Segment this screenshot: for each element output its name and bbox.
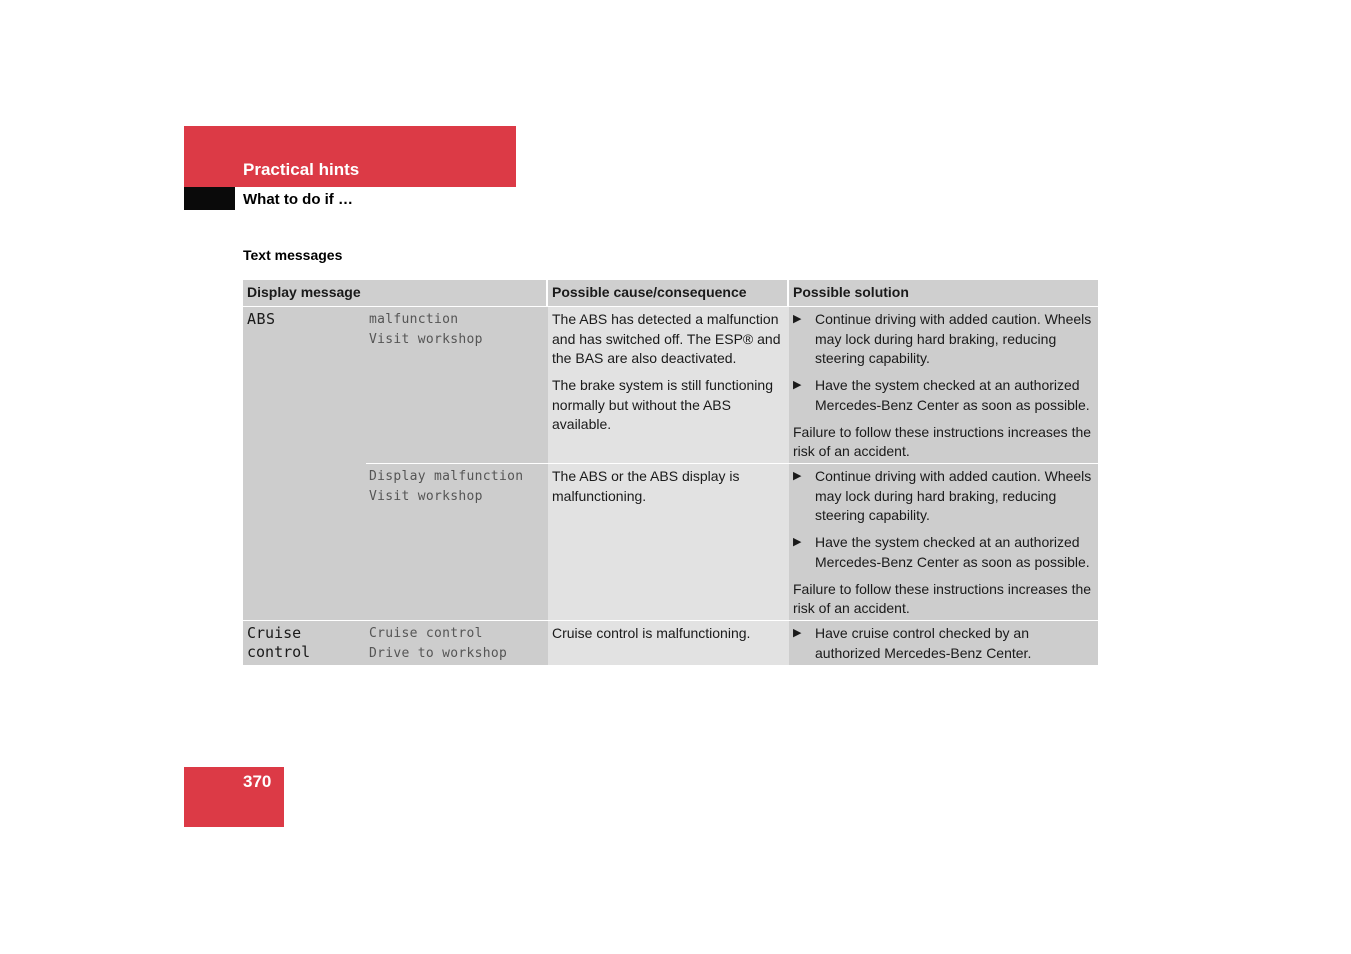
cause-cell: The ABS or the ABS display is malfunctioning. [548,464,789,620]
subsection-title: What to do if … [243,191,353,208]
table-row [366,307,1098,463]
table-header-row [243,280,1098,306]
list-item: ▶ Have the system checked at an authorized Mercedes-Benz Center as soon as possible. [793,533,1094,572]
list-item: ▶ Continue driving with added caution. Wheels may lock during hard braking, reducing steering capability. [793,467,1094,526]
list-item: ▶ Have the system checked at an authorized Mercedes-Benz Center as soon as possible. [793,376,1094,415]
table-row [366,464,1098,620]
solution-note: Failure to follow these instructions increases the risk of an accident. [793,423,1092,459]
solution-note: Failure to follow these instructions increases the risk of an accident. [793,580,1092,616]
list-item: ▶ Continue driving with added caution. Wheels may lock during hard braking, reducing steering capability. [793,310,1094,369]
display-message-text: malfunction Visit workshop [366,307,548,463]
solution-cell [789,307,1098,463]
section-title: Practical hints [243,160,360,179]
triangle-right-icon: ▶ [793,379,802,391]
column-header-cause: Possible cause/consequence [548,280,789,306]
triangle-right-icon: ▶ [793,536,802,548]
table-row [243,621,1098,665]
triangle-right-icon: ▶ [793,470,802,482]
cause-cell: The ABS has detected a malfunction and has switched off. The ESP® and the BAS are also deactivated. The brake system is still functioning normally but without the ABS available. [548,307,789,463]
column-header-solution: Possible solution [789,280,1098,306]
display-message-cruise-control: Cruise control [243,621,366,665]
display-message-text: Cruise control Drive to workshop [366,621,548,665]
triangle-right-icon: ▶ [793,313,802,325]
page-heading: Text messages [243,247,343,263]
page-number: 370 [243,772,272,791]
solution-cell [789,621,1098,665]
list-item: ▶ Have cruise control checked by an authorized Mercedes-Benz Center. [793,624,1094,663]
text-messages-table [243,280,1098,665]
header-tab-marker [184,187,235,210]
display-message-abs: ABS [243,307,366,620]
triangle-right-icon: ▶ [793,627,802,639]
display-message-text: Display malfunction Visit workshop [366,464,548,620]
abs-group [243,307,1098,620]
column-header-display-message: Display message [243,280,548,306]
solution-cell [789,464,1098,620]
cause-cell: Cruise control is malfunctioning. [548,621,789,665]
